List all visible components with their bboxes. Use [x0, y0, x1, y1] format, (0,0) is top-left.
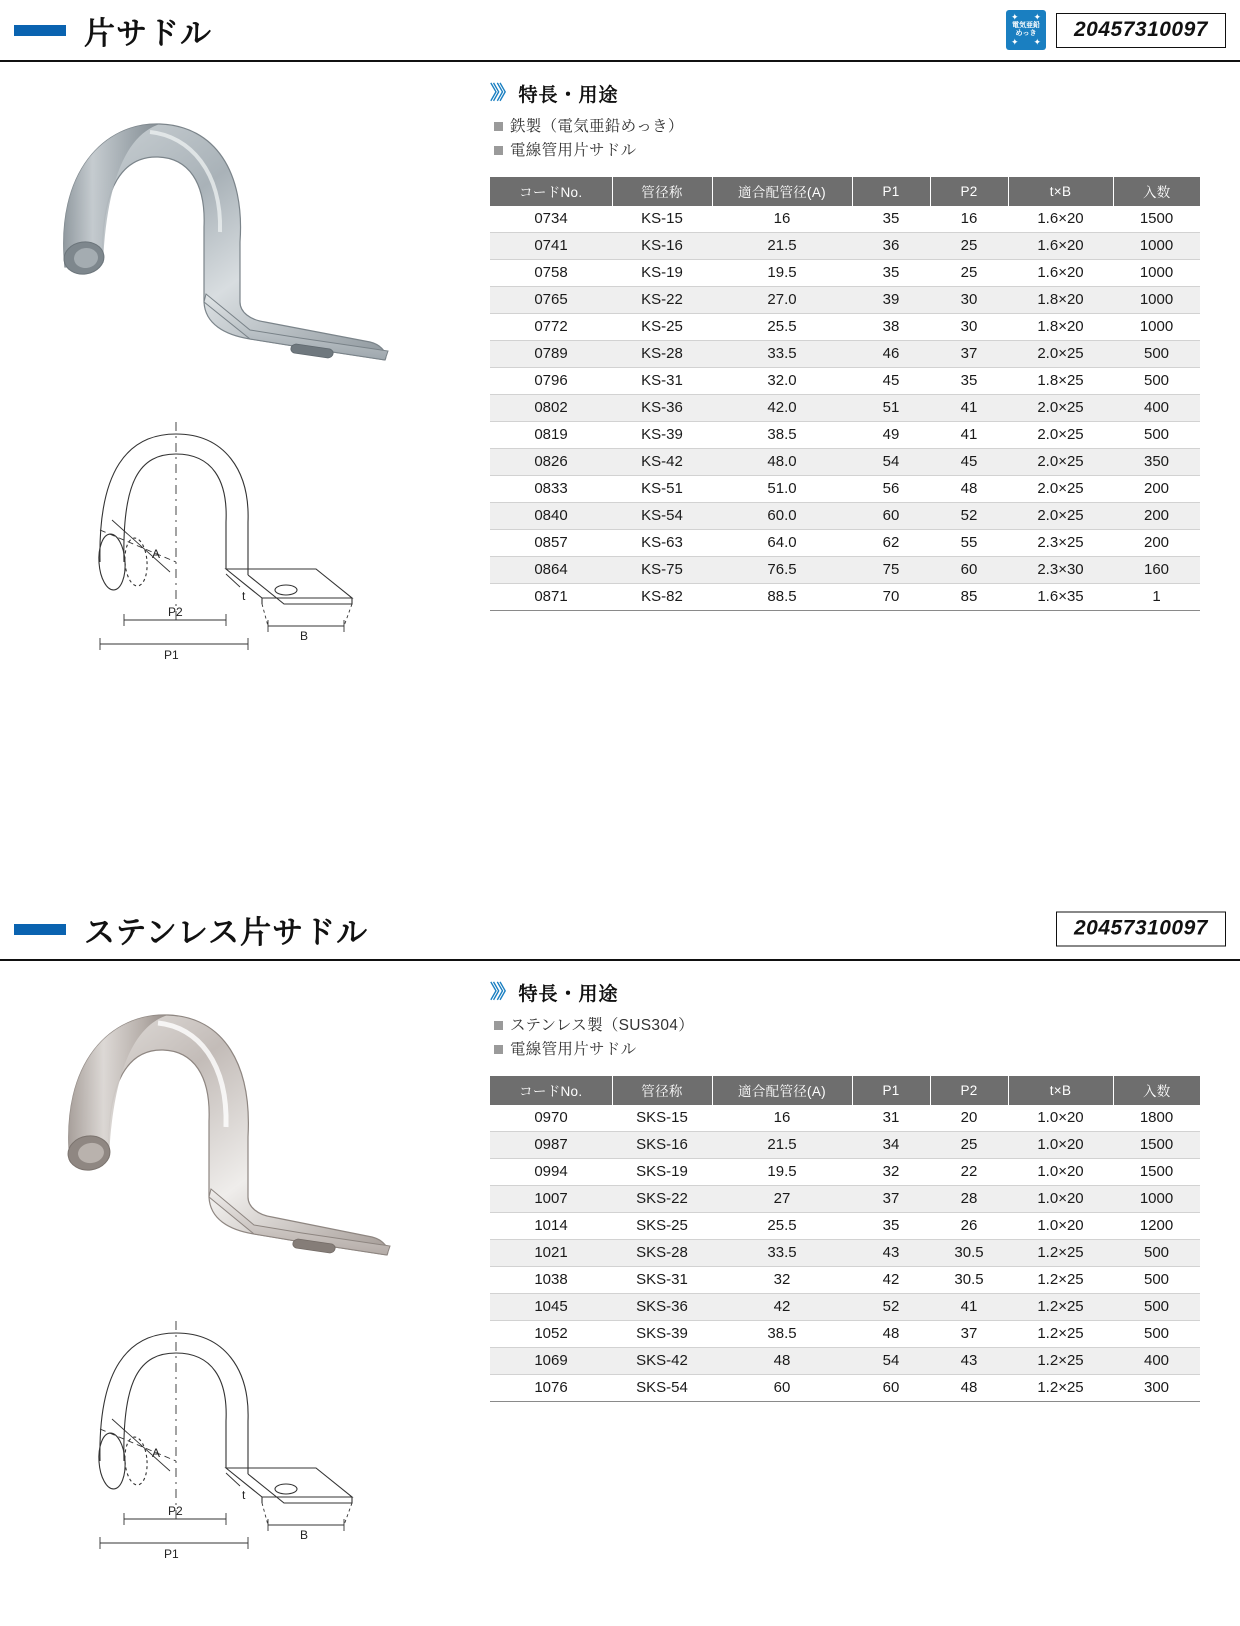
cell-qty: 1200 [1113, 1213, 1200, 1240]
diagram-label-t: t [242, 1488, 246, 1502]
cell-p2: 37 [930, 341, 1008, 368]
cell-p2: 55 [930, 530, 1008, 557]
column-header-p1: P1 [852, 1076, 930, 1105]
features-heading-label: 特長・用途 [518, 984, 619, 1005]
cell-p1: 32 [852, 1159, 930, 1186]
cell-p2: 22 [930, 1159, 1008, 1186]
cell-txb: 1.2×25 [1008, 1348, 1113, 1375]
cell-qty: 400 [1113, 395, 1200, 422]
section-body [0, 961, 1240, 1566]
cell-dia: 60 [712, 1375, 852, 1402]
cell-dia: 27 [712, 1186, 852, 1213]
table-row [490, 1348, 1200, 1375]
cell-code: 1052 [490, 1321, 612, 1348]
badge-line-2: めっき [1015, 30, 1037, 37]
section-spacer [0, 667, 1240, 899]
cell-dia: 19.5 [712, 1159, 852, 1186]
cell-p1: 37 [852, 1186, 930, 1213]
cell-p2: 30.5 [930, 1240, 1008, 1267]
table-row [490, 314, 1200, 341]
table-row [490, 422, 1200, 449]
cell-name: KS-31 [612, 368, 712, 395]
table-row [490, 1186, 1200, 1213]
chevron-right-icon: 》》 [490, 83, 513, 104]
table-row [490, 287, 1200, 314]
cell-name: SKS-39 [612, 1321, 712, 1348]
cell-qty: 1800 [1113, 1105, 1200, 1132]
badge-line-1: 電気亜鉛 [1012, 22, 1040, 29]
cell-qty: 1000 [1113, 1186, 1200, 1213]
cell-p1: 34 [852, 1132, 930, 1159]
column-header-p2: P2 [930, 1076, 1008, 1105]
bullet-square-icon [494, 1045, 503, 1054]
cell-p1: 52 [852, 1294, 930, 1321]
cell-name: KS-28 [612, 341, 712, 368]
column-header-size-name: 管径称 [612, 1076, 712, 1105]
features-heading [490, 80, 1204, 107]
cell-name: KS-36 [612, 395, 712, 422]
cell-qty: 350 [1113, 449, 1200, 476]
cell-code: 0994 [490, 1159, 612, 1186]
cell-code: 0796 [490, 368, 612, 395]
cell-code: 0758 [490, 260, 612, 287]
cell-txb: 1.2×25 [1008, 1321, 1113, 1348]
cell-code: 0772 [490, 314, 612, 341]
table-header-row [490, 177, 1200, 206]
cell-qty: 500 [1113, 368, 1200, 395]
cell-p1: 75 [852, 557, 930, 584]
table-row [490, 1132, 1200, 1159]
cell-p1: 49 [852, 422, 930, 449]
cell-name: KS-63 [612, 530, 712, 557]
column-header-quantity: 入数 [1113, 1076, 1200, 1105]
section-body [0, 62, 1240, 667]
cell-code: 1007 [490, 1186, 612, 1213]
cell-p2: 60 [930, 557, 1008, 584]
sparkle-icon: ✦ [1011, 12, 1019, 22]
cell-dia: 16 [712, 1105, 852, 1132]
cell-p1: 43 [852, 1240, 930, 1267]
diagram-label-A: A [152, 1446, 161, 1460]
cell-p2: 45 [930, 449, 1008, 476]
sparkle-icon: ✦ [1011, 37, 1019, 47]
cell-dia: 32.0 [712, 368, 852, 395]
table-row [490, 395, 1200, 422]
cell-dia: 76.5 [712, 557, 852, 584]
diagram-label-B: B [300, 629, 309, 643]
table-row [490, 1159, 1200, 1186]
cell-qty: 1500 [1113, 206, 1200, 233]
cell-p1: 62 [852, 530, 930, 557]
cell-p1: 36 [852, 233, 930, 260]
cell-code: 0857 [490, 530, 612, 557]
cell-code: 0864 [490, 557, 612, 584]
cell-code: 0741 [490, 233, 612, 260]
spec-table-stainless [490, 1076, 1200, 1402]
cell-p1: 38 [852, 314, 930, 341]
cell-p2: 28 [930, 1186, 1008, 1213]
column-header-code: コードNo. [490, 177, 612, 206]
cell-p1: 56 [852, 476, 930, 503]
cell-p2: 41 [930, 422, 1008, 449]
cell-qty: 200 [1113, 503, 1200, 530]
cell-name: KS-39 [612, 422, 712, 449]
cell-p2: 35 [930, 368, 1008, 395]
cell-qty: 1500 [1113, 1159, 1200, 1186]
cell-code: 0833 [490, 476, 612, 503]
section-header [0, 899, 1240, 961]
list-item [494, 1038, 1204, 1062]
cell-p2: 30 [930, 314, 1008, 341]
cell-p1: 39 [852, 287, 930, 314]
cell-txb: 1.8×20 [1008, 314, 1113, 341]
cell-code: 1038 [490, 1267, 612, 1294]
diagram-label-P2: P2 [168, 1504, 183, 1518]
cell-dia: 21.5 [712, 1132, 852, 1159]
cell-name: KS-42 [612, 449, 712, 476]
dimension-diagram-steel [0, 362, 490, 667]
cell-name: KS-54 [612, 503, 712, 530]
cell-qty: 400 [1113, 1348, 1200, 1375]
blue-bar-icon [14, 25, 66, 36]
cell-code: 0734 [490, 206, 612, 233]
table-header-row [490, 1076, 1200, 1105]
cell-code: 0802 [490, 395, 612, 422]
cell-dia: 42.0 [712, 395, 852, 422]
feature-text: 電線管用片サドル [510, 1041, 637, 1058]
feature-text: 鉄製（電気亜鉛めっき） [510, 118, 684, 135]
cell-txb: 1.0×20 [1008, 1186, 1113, 1213]
cell-dia: 32 [712, 1267, 852, 1294]
cell-txb: 2.0×25 [1008, 449, 1113, 476]
table-body [490, 206, 1200, 611]
cell-txb: 1.8×20 [1008, 287, 1113, 314]
cell-qty: 500 [1113, 1294, 1200, 1321]
list-item [494, 115, 1204, 139]
cell-p2: 48 [930, 1375, 1008, 1402]
dimension-diagram-stainless [0, 1261, 490, 1566]
cell-qty: 160 [1113, 557, 1200, 584]
cell-dia: 48.0 [712, 449, 852, 476]
cell-dia: 33.5 [712, 341, 852, 368]
cell-p2: 41 [930, 1294, 1008, 1321]
cell-code: 0840 [490, 503, 612, 530]
cell-txb: 1.8×25 [1008, 368, 1113, 395]
cell-p2: 41 [930, 395, 1008, 422]
cell-txb: 1.0×20 [1008, 1105, 1113, 1132]
cell-code: 0987 [490, 1132, 612, 1159]
cell-code: 0789 [490, 341, 612, 368]
cell-p2: 43 [930, 1348, 1008, 1375]
cell-p1: 48 [852, 1321, 930, 1348]
cell-p2: 85 [930, 584, 1008, 611]
cell-txb: 2.0×25 [1008, 422, 1113, 449]
page-title: ステンレス片サドル [84, 914, 369, 950]
chevron-right-icon: 》》 [490, 982, 513, 1003]
column-header-txb: t×B [1008, 177, 1113, 206]
cell-txb: 1.2×25 [1008, 1294, 1113, 1321]
cell-p2: 16 [930, 206, 1008, 233]
feature-text: 電線管用片サドル [510, 142, 637, 159]
cell-p2: 48 [930, 476, 1008, 503]
cell-dia: 64.0 [712, 530, 852, 557]
product-photo-stainless [0, 961, 490, 1261]
diagram-label-A: A [152, 547, 161, 561]
cell-name: KS-15 [612, 206, 712, 233]
cell-p1: 54 [852, 449, 930, 476]
cell-txb: 2.0×25 [1008, 395, 1113, 422]
bullet-square-icon [494, 1021, 503, 1030]
cell-code: 1076 [490, 1375, 612, 1402]
cell-p2: 37 [930, 1321, 1008, 1348]
cell-p1: 35 [852, 260, 930, 287]
cell-txb: 2.0×25 [1008, 476, 1113, 503]
cell-dia: 27.0 [712, 287, 852, 314]
table-row [490, 503, 1200, 530]
table-row [490, 1321, 1200, 1348]
table-body [490, 1105, 1200, 1402]
cell-qty: 500 [1113, 341, 1200, 368]
cell-p1: 31 [852, 1105, 930, 1132]
cell-name: KS-25 [612, 314, 712, 341]
cell-code: 0826 [490, 449, 612, 476]
diagram-label-B: B [300, 1528, 309, 1542]
cell-name: KS-19 [612, 260, 712, 287]
cell-qty: 1000 [1113, 260, 1200, 287]
cell-txb: 1.0×20 [1008, 1159, 1113, 1186]
cell-name: KS-51 [612, 476, 712, 503]
cell-dia: 38.5 [712, 1321, 852, 1348]
spec-column [490, 961, 1240, 1566]
cell-dia: 19.5 [712, 260, 852, 287]
section-spacer [0, 1566, 1240, 1626]
features-list [494, 1014, 1204, 1062]
column-header-code: コードNo. [490, 1076, 612, 1105]
column-header-size-name: 管径称 [612, 177, 712, 206]
table-row [490, 557, 1200, 584]
table-row [490, 1294, 1200, 1321]
cell-txb: 1.6×20 [1008, 233, 1113, 260]
cell-qty: 200 [1113, 476, 1200, 503]
cell-txb: 1.2×25 [1008, 1267, 1113, 1294]
sparkle-icon: ✦ [1033, 12, 1041, 22]
cell-p1: 60 [852, 503, 930, 530]
cell-dia: 51.0 [712, 476, 852, 503]
cell-p1: 51 [852, 395, 930, 422]
section-header [0, 0, 1240, 62]
cell-qty: 1000 [1113, 314, 1200, 341]
cell-p2: 20 [930, 1105, 1008, 1132]
table-row [490, 1267, 1200, 1294]
cell-name: SKS-25 [612, 1213, 712, 1240]
cell-p1: 54 [852, 1348, 930, 1375]
cell-name: SKS-28 [612, 1240, 712, 1267]
cell-txb: 1.2×25 [1008, 1375, 1113, 1402]
cell-p2: 52 [930, 503, 1008, 530]
cell-dia: 42 [712, 1294, 852, 1321]
cell-code: 0871 [490, 584, 612, 611]
table-row [490, 584, 1200, 611]
diagram-label-t: t [242, 589, 246, 603]
column-header-quantity: 入数 [1113, 177, 1200, 206]
cell-name: SKS-22 [612, 1186, 712, 1213]
cell-dia: 38.5 [712, 422, 852, 449]
cell-dia: 25.5 [712, 1213, 852, 1240]
features-list [494, 115, 1204, 163]
section-stainless-katasaddle [0, 899, 1240, 1626]
cell-txb: 2.0×25 [1008, 503, 1113, 530]
list-item [494, 1014, 1204, 1038]
column-header-pipe-diameter: 適合配管径(A) [712, 1076, 852, 1105]
diagram-label-P1: P1 [164, 648, 179, 662]
cell-dia: 33.5 [712, 1240, 852, 1267]
cell-qty: 500 [1113, 422, 1200, 449]
diagram-label-P2: P2 [168, 605, 183, 619]
cell-dia: 88.5 [712, 584, 852, 611]
cell-name: SKS-54 [612, 1375, 712, 1402]
cell-qty: 300 [1113, 1375, 1200, 1402]
cell-p2: 25 [930, 233, 1008, 260]
cell-p1: 35 [852, 206, 930, 233]
cell-p2: 25 [930, 1132, 1008, 1159]
cell-p1: 60 [852, 1375, 930, 1402]
cell-p1: 45 [852, 368, 930, 395]
product-code: 20457310097 [1056, 13, 1226, 48]
illustration-column [0, 961, 490, 1566]
cell-name: KS-75 [612, 557, 712, 584]
table-row [490, 1375, 1200, 1402]
cell-qty: 500 [1113, 1240, 1200, 1267]
cell-qty: 500 [1113, 1267, 1200, 1294]
cell-txb: 1.6×20 [1008, 206, 1113, 233]
table-row [490, 233, 1200, 260]
cell-qty: 1000 [1113, 287, 1200, 314]
features-heading-label: 特長・用途 [518, 85, 619, 106]
cell-p2: 30 [930, 287, 1008, 314]
table-row [490, 530, 1200, 557]
cell-p1: 46 [852, 341, 930, 368]
cell-code: 0819 [490, 422, 612, 449]
cell-p2: 25 [930, 260, 1008, 287]
cell-name: KS-16 [612, 233, 712, 260]
sparkle-icon: ✦ [1033, 37, 1041, 47]
cell-qty: 1000 [1113, 233, 1200, 260]
cell-name: SKS-36 [612, 1294, 712, 1321]
product-photo-steel [0, 62, 490, 362]
cell-p1: 42 [852, 1267, 930, 1294]
cell-name: SKS-15 [612, 1105, 712, 1132]
cell-qty: 500 [1113, 1321, 1200, 1348]
cell-txb: 1.0×20 [1008, 1213, 1113, 1240]
cell-dia: 21.5 [712, 233, 852, 260]
feature-text: ステンレス製（SUS304） [510, 1017, 694, 1034]
product-code: 20457310097 [1056, 912, 1226, 947]
cell-code: 1021 [490, 1240, 612, 1267]
cell-qty: 1500 [1113, 1132, 1200, 1159]
table-row [490, 449, 1200, 476]
table-row [490, 476, 1200, 503]
cell-txb: 2.3×30 [1008, 557, 1113, 584]
column-header-p2: P2 [930, 177, 1008, 206]
cell-dia: 48 [712, 1348, 852, 1375]
page-title: 片サドル [84, 15, 212, 51]
column-header-txb: t×B [1008, 1076, 1113, 1105]
cell-txb: 1.0×20 [1008, 1132, 1113, 1159]
cell-code: 1069 [490, 1348, 612, 1375]
cell-txb: 2.0×25 [1008, 341, 1113, 368]
cell-code: 0765 [490, 287, 612, 314]
spec-column [490, 62, 1240, 667]
cell-p2: 30.5 [930, 1267, 1008, 1294]
cell-code: 1045 [490, 1294, 612, 1321]
bullet-square-icon [494, 146, 503, 155]
cell-name: SKS-42 [612, 1348, 712, 1375]
cell-p2: 26 [930, 1213, 1008, 1240]
table-row [490, 206, 1200, 233]
cell-name: KS-22 [612, 287, 712, 314]
header-right [1056, 912, 1226, 947]
table-row [490, 368, 1200, 395]
cell-code: 1014 [490, 1213, 612, 1240]
column-header-p1: P1 [852, 177, 930, 206]
cell-txb: 1.2×25 [1008, 1240, 1113, 1267]
cell-dia: 16 [712, 206, 852, 233]
table-row [490, 260, 1200, 287]
cell-txb: 1.6×35 [1008, 584, 1113, 611]
header-right [1006, 10, 1226, 50]
cell-name: SKS-16 [612, 1132, 712, 1159]
table-row [490, 1240, 1200, 1267]
spec-table-steel [490, 177, 1200, 611]
cell-name: KS-82 [612, 584, 712, 611]
cell-txb: 1.6×20 [1008, 260, 1113, 287]
badge-text [1012, 22, 1040, 38]
cell-qty: 1 [1113, 584, 1200, 611]
table-row [490, 341, 1200, 368]
table-row [490, 1213, 1200, 1240]
illustration-column [0, 62, 490, 667]
cell-name: SKS-19 [612, 1159, 712, 1186]
cell-txb: 2.3×25 [1008, 530, 1113, 557]
list-item [494, 139, 1204, 163]
blue-bar-icon [14, 924, 66, 935]
cell-dia: 25.5 [712, 314, 852, 341]
cell-dia: 60.0 [712, 503, 852, 530]
bullet-square-icon [494, 122, 503, 131]
column-header-pipe-diameter: 適合配管径(A) [712, 177, 852, 206]
features-heading [490, 979, 1204, 1006]
cell-qty: 200 [1113, 530, 1200, 557]
cell-code: 0970 [490, 1105, 612, 1132]
diagram-label-P1: P1 [164, 1547, 179, 1561]
cell-p1: 70 [852, 584, 930, 611]
electric-certified-badge-icon [1006, 10, 1046, 50]
cell-p1: 35 [852, 1213, 930, 1240]
table-row [490, 1105, 1200, 1132]
cell-name: SKS-31 [612, 1267, 712, 1294]
